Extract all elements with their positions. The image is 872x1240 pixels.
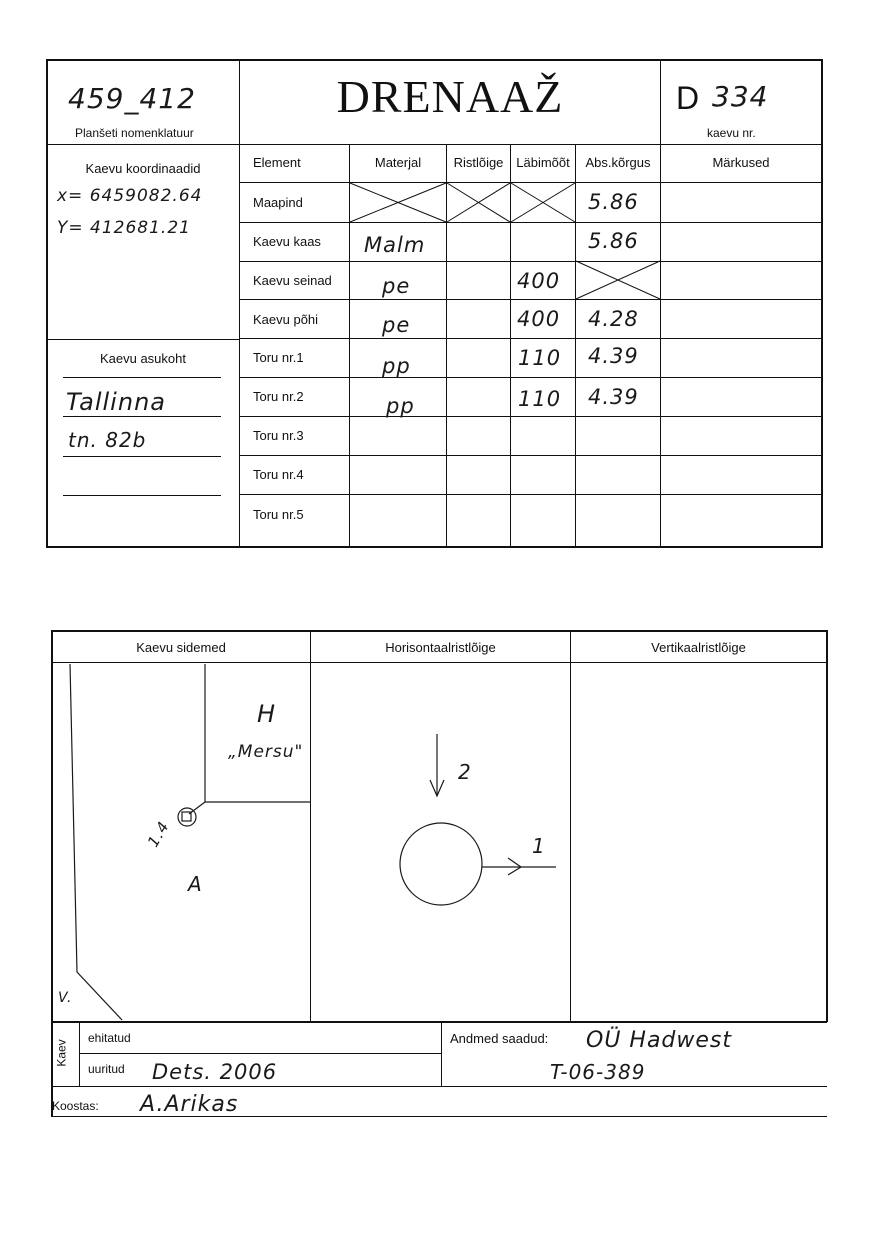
andmed-value-1: OÜ Hadwest	[586, 1028, 733, 1053]
row-label: Toru nr.2	[253, 389, 304, 404]
cell-labimoot-pohi: 400	[517, 307, 561, 331]
sketch-form	[0, 620, 872, 1140]
koostas-label: Koostas:	[52, 1099, 99, 1113]
cell-materjal-toru2: pp	[386, 394, 415, 418]
row-label: Kaevu seinad	[253, 273, 332, 288]
pipe-label-1: 1	[532, 834, 546, 858]
coordinates-label: Kaevu koordinaadid	[85, 161, 201, 176]
row-label: Toru nr.5	[253, 507, 304, 522]
cell-abs-toru2: 4.39	[588, 385, 639, 409]
coordinate-x: x= 6459082.64	[57, 186, 203, 206]
row-label: Toru nr.1	[253, 350, 304, 365]
kaev-label: Kaev	[54, 1039, 69, 1067]
coordinate-y: Y= 412681.21	[57, 218, 191, 238]
row-label: Kaevu põhi	[253, 312, 319, 327]
cell-abs-toru1: 4.39	[588, 344, 639, 368]
cell-abs-kaas: 5.86	[588, 229, 639, 253]
location-label: Kaevu asukoht	[99, 351, 186, 366]
cell-materjal-kaas: Malm	[364, 233, 426, 257]
sketch-header-sidemed: Kaevu sidemed	[136, 640, 226, 655]
cell-materjal-seinad: pe	[382, 274, 411, 298]
well-distance-label: 1.4	[143, 817, 173, 851]
koostas-value: A.Arikas	[140, 1092, 239, 1117]
uuritud-label: uuritud	[88, 1062, 125, 1076]
col-header-labimoot: Läbimõõt	[516, 155, 570, 170]
area-letter: A	[188, 872, 203, 896]
uuritud-value: Dets. 2006	[152, 1060, 278, 1084]
sheet-number: 459_412	[68, 82, 196, 115]
row-label: Maapind	[253, 195, 303, 210]
andmed-label: Andmed saadud:	[450, 1031, 549, 1046]
row-label: Toru nr.4	[253, 467, 304, 482]
page-title: DRENAAŽ	[336, 71, 564, 122]
col-header-materjal: Materjal	[374, 155, 422, 170]
cell-labimoot-toru2: 110	[518, 387, 562, 411]
col-header-ristloige: Ristlõige	[453, 155, 504, 170]
location-line-1: Tallinna	[66, 388, 166, 416]
pipe-label-2: 2	[458, 760, 472, 784]
location-line-2: tn. 82b	[68, 428, 147, 452]
sketch-header-vertikaal: Vertikaalristlõige	[651, 640, 746, 655]
col-header-abs-korgus: Abs.kõrgus	[585, 155, 651, 170]
building-letter: H	[257, 700, 277, 728]
andmed-value-2: T-06-389	[550, 1060, 646, 1084]
cell-abs-maapind: 5.86	[588, 190, 639, 214]
cell-materjal-pohi: pe	[382, 313, 411, 337]
col-header-element: Element	[253, 155, 301, 170]
well-label: kaevu nr.	[707, 126, 756, 140]
cell-materjal-toru1: pp	[382, 354, 411, 378]
building-name: „Mersu"	[228, 742, 304, 762]
corner-mark: V.	[58, 990, 73, 1006]
well-number: 334	[712, 80, 769, 113]
ehitatud-label: ehitatud	[88, 1031, 131, 1045]
cell-labimoot-toru1: 110	[518, 346, 562, 370]
top-form	[0, 0, 872, 560]
row-label: Toru nr.3	[253, 428, 304, 443]
col-header-markused: Märkused	[712, 155, 770, 170]
sheet-label: Planšeti nomenklatuur	[75, 126, 194, 140]
well-prefix: D	[676, 80, 700, 116]
cell-labimoot-seinad: 400	[517, 269, 561, 293]
cell-abs-pohi: 4.28	[588, 307, 639, 331]
row-label: Kaevu kaas	[253, 234, 321, 249]
site-sketch	[0, 620, 872, 1040]
sketch-header-horisontaal: Horisontaalristlõige	[385, 640, 496, 655]
